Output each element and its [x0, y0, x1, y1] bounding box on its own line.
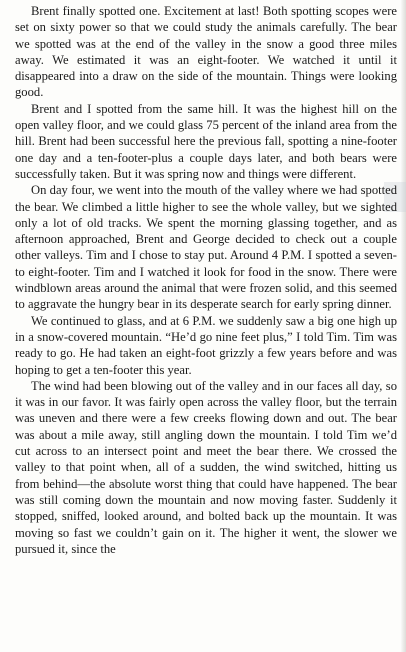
paragraph: We continued to glass, and at 6 P.M. we suddenly saw a big one high up in a snow-covered mountain. “He’d go nine feet plus,” I told Tim. Tim was ready to go. He had taken an eight-foot grizzly a few years before and was hoping to get a ten-footer this year. — [15, 313, 397, 377]
body-text — [15, 3, 397, 557]
page-edge-shadow — [400, 0, 406, 652]
paragraph: The wind had been blowing out of the valley and in our faces all day, so it was in our favor. It was fairly open across the valley floor, but the terrain was uneven and there were a few creeks flowing down and out. The bear was about a mile away, still angling down the mountain. I told Tim we’d cut across to an intersect point and meet the bear there. We crossed the valley to that point when, all of a sudden, the wind switched, hitting us from behind—the absolute worst thing that could have happened. The bear was still coming down the mountain and now moving faster. Suddenly it stopped, sniffed, looked around, and bolted back up the mountain. It was moving so fast we couldn’t gain on it. The higher it went, the slower we pursued it, since the — [15, 378, 397, 556]
paragraph: Brent and I spotted from the same hill. It was the highest hill on the open valley floor, and we could glass 75 percent of the inland area from the hill. Brent had been successful here the previous fall, spotting a nine-footer one day and a ten-footer-plus a couple days later, and both bears were successfully taken. But it was spring now and things were different. — [15, 101, 397, 181]
paragraph: Brent finally spotted one. Excitement at last! Both spotting scopes were set on sixty power so that we could study the animals carefully. The bear we spotted was at the end of the valley in the snow a good three miles away. We estimated it was an eight-footer. We watched it until it disappeared into a draw on the side of the mountain. Things were looking good. — [15, 4, 397, 100]
paragraph: On day four, we went into the mouth of the valley where we had spotted the bear. We climbed a little higher to see the whole valley, but we sighted only a lot of old tracks. We spent the morning glassing together, and as afternoon approached, Brent and George decided to check out a couple other valleys. Tim and I chose to stay put. Around 4 P.M. I spotted a seven-to eight-footer. Tim and I watched it look for food in the snow. There were windblown areas around the animal that were frozen solid, and this seemed to aggravate the hungry bear in its desperate search for early spring dinner. — [15, 183, 397, 312]
